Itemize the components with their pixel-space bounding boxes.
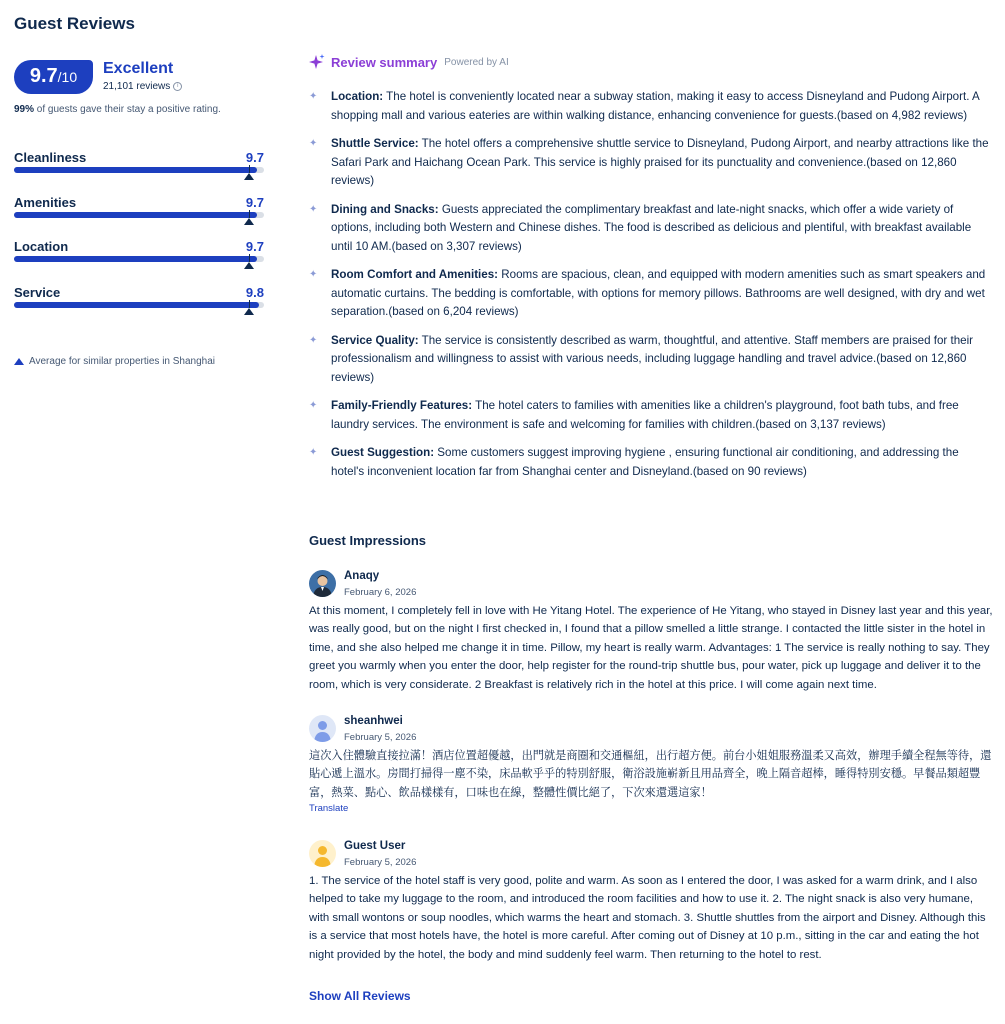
average-marker-icon [244, 262, 254, 269]
summary-label: Shuttle Service: [331, 137, 419, 150]
summary-item [309, 444, 994, 481]
review-summary-header [309, 54, 509, 70]
summary-text: The service is consistently described as warm, thoughtful, and attentive. Staff members are praised for their professionalism and willingness to assist with various needs, including luggage handling and travel advice.(based on 12,860 reviews) [331, 333, 974, 384]
average-line [249, 300, 250, 308]
ai-sparkle-icon [309, 54, 325, 70]
default-user-icon [309, 715, 336, 742]
summary-label: Guest Suggestion: [331, 446, 435, 459]
score-badge [14, 60, 93, 94]
sparkle-bullet-icon: ✦ [309, 447, 318, 458]
summary-text: The hotel is conveniently located near a subway station, making it easy to access Disneyland and Pudong Airport. A shopping mall and various eateries are within walking distance, enhancing convenience for guests.(based on 4,982 reviews) [331, 90, 980, 122]
user-photo-icon [309, 570, 336, 597]
show-all-reviews-link[interactable]: Show All Reviews [309, 989, 411, 1003]
score-bar [14, 212, 264, 218]
avatar [309, 715, 336, 742]
score-bar-fill [14, 212, 257, 218]
review-date: February 5, 2026 [344, 732, 417, 743]
summary-text: The hotel offers a comprehensive shuttle service to Disneyland, Pudong Airport, and nearby attractions like the Safari Park and Haichang Ocean Park. This service is highly praised for its punctuality and convenience.(based on 12,860 reviews) [331, 137, 989, 187]
category-name: Location [14, 238, 69, 254]
score-bar-fill [14, 302, 259, 308]
positive-desc: of guests gave their stay a positive rating. [34, 104, 221, 115]
summary-list [309, 88, 994, 491]
positive-pct: 99% [14, 104, 35, 115]
category-score: 9.8 [245, 284, 264, 300]
review-count [103, 81, 182, 92]
category-score: 9.7 [245, 238, 264, 254]
category-location [14, 238, 264, 262]
score-bar [14, 167, 264, 173]
review-text[interactable]: 1. The service of the hotel staff is very good, polite and warm. As soon as I entered the door, I was asked for a warm drink, and I also helped to take my luggage to the room, and introduced the room facilities and how to use it. 2. The night snack is also very humane, with small wontons or soup noodles, which warms the heart and stomach. 3. Shuttle shuttles from the airport and Disney. Although this is a service that most hotels have, the hotel is more careful. After coming out of Disney at 10 p.m., sitting in the car and eating the hot night provided by the hotel, the body and mind suddenly feel warm. Then returning to the hotel to rest. [309, 875, 986, 961]
summary-item [309, 135, 994, 191]
avatar [309, 570, 336, 597]
sparkle-bullet-icon: ✦ [309, 138, 318, 149]
summary-label: Family-Friendly Features: [331, 399, 473, 412]
review-count-text: 21,101 reviews [103, 81, 171, 92]
rating-word: Excellent [103, 60, 174, 77]
summary-label: Service Quality: [331, 333, 419, 347]
review-date: February 6, 2026 [344, 587, 417, 598]
category-cleanliness [14, 149, 264, 173]
sparkle-bullet-icon: ✦ [309, 400, 318, 411]
score-bar-fill [14, 256, 257, 262]
avatar [309, 840, 336, 867]
average-line [249, 210, 250, 218]
average-marker-icon [244, 308, 254, 315]
summary-text: Rooms are spacious, clean, and equipped with modern amenities such as smart speakers and automatic curtains. The bedding is comfortable, with options for memory pillows. Bathrooms are well designed, with dry and wet separation.(based on 6,204 reviews) [331, 268, 986, 318]
average-marker-icon [244, 218, 254, 225]
category-service [14, 284, 264, 308]
category-score: 9.7 [245, 149, 264, 165]
score-value: 9.7 [29, 65, 58, 87]
summary-text: The hotel caters to families with amenities like a children's playground, foot bath tubs, and free laundry services. The environment is safe and welcoming for families with children.(based on 3,137 reviews) [331, 399, 959, 431]
powered-by-ai: Powered by AI [444, 56, 509, 68]
summary-label: Dining and Snacks: [331, 202, 439, 216]
review-summary-title: Review summary [331, 54, 438, 70]
category-name: Service [14, 284, 61, 300]
translate-link[interactable]: Translate [309, 803, 349, 815]
average-line [249, 165, 250, 173]
sparkle-bullet-icon: ✦ [309, 269, 318, 280]
average-legend [14, 356, 215, 367]
summary-item [309, 332, 994, 388]
average-marker-icon [14, 358, 24, 365]
summary-item [309, 397, 994, 434]
overall-rating [14, 60, 182, 94]
summary-text: Guests appreciated the complimentary breakfast and late-night snacks, which offer a wide variety of options, including both Western and Chinese dishes. The food is described as delicious and plentiful, with breakfast available until 10 AM.(based on 3,307 reviews) [331, 202, 972, 253]
summary-item [309, 201, 994, 257]
review-date: February 5, 2026 [344, 857, 417, 868]
sparkle-bullet-icon: ✦ [309, 334, 318, 346]
guest-impressions-title: Guest Impressions [309, 533, 427, 548]
page-title: Guest Reviews [14, 14, 135, 33]
summary-label: Room Comfort and Amenities: [331, 268, 499, 281]
average-line [249, 254, 250, 262]
reviewer-name: Anaqy [344, 570, 380, 582]
review-text[interactable]: At this moment, I completely fell in love with He Yitang Hotel. The experience of He Yitang, who stayed in Disney last year and this year, was really good, but on the night I first checked in, I found that a pillow smelled a little strange. I contacted the little sister in the hotel in time, and she also helped me change it in time. Pillow, my heart is really warm. Advantages: 1 The service is really nothing to say. They greet you warmly when you enter the door, help register for the round-trip shuttle bus, pour water, pick up luggage and deliver it to the room, which is very considerate. 2 Breakfast is relatively rich in the hotel at this price. I will come again next time. [309, 605, 993, 691]
sparkle-bullet-icon: ✦ [309, 203, 318, 215]
review-card [309, 570, 994, 694]
legend-text: Average for similar properties in Shanghai [29, 356, 216, 367]
summary-item [309, 266, 994, 322]
score-bar [14, 302, 264, 308]
review-card [309, 715, 994, 814]
score-bar-fill [14, 167, 257, 173]
average-marker-icon [244, 173, 254, 180]
review-text[interactable]: 這次入住體驗直接拉滿！酒店位置超優越，出門就是商圈和交通樞紐，出行超方便。前台小姐姐服務溫柔又高效，辦理手續全程無等待，還貼心遞上溫水。房間打掃得一塵不染，床品軟乎乎的特別舒服，衛浴設施嶄新且用品齊全，晚上隔音超棒，睡得特別安穩。早餐品類超豐富，熱菜、點心、飲品樣樣有，口味也在線，整體性價比絕了，下次來還選這家！ [309, 749, 992, 799]
score-bar [14, 256, 264, 262]
positive-rating-text [14, 104, 221, 115]
summary-item [309, 88, 994, 125]
category-score: 9.7 [245, 194, 264, 210]
score-out-of: /10 [57, 69, 78, 85]
info-icon[interactable]: i [173, 82, 182, 91]
category-name: Cleanliness [14, 149, 87, 165]
category-amenities [14, 194, 264, 218]
summary-text: Some customers suggest improving hygiene , ensuring functional air conditioning, and addressing the hotel's inconvenient location far from Shanghai center and Disneyland.(based on 90 reviews) [331, 446, 959, 478]
reviewer-name: Guest User [344, 840, 406, 852]
reviewer-name: sheanhwei [344, 715, 403, 727]
sparkle-bullet-icon: ✦ [309, 91, 318, 102]
category-name: Amenities [14, 194, 77, 210]
summary-label: Location: [331, 90, 384, 103]
guest-user-icon [309, 840, 336, 867]
review-card [309, 840, 994, 964]
